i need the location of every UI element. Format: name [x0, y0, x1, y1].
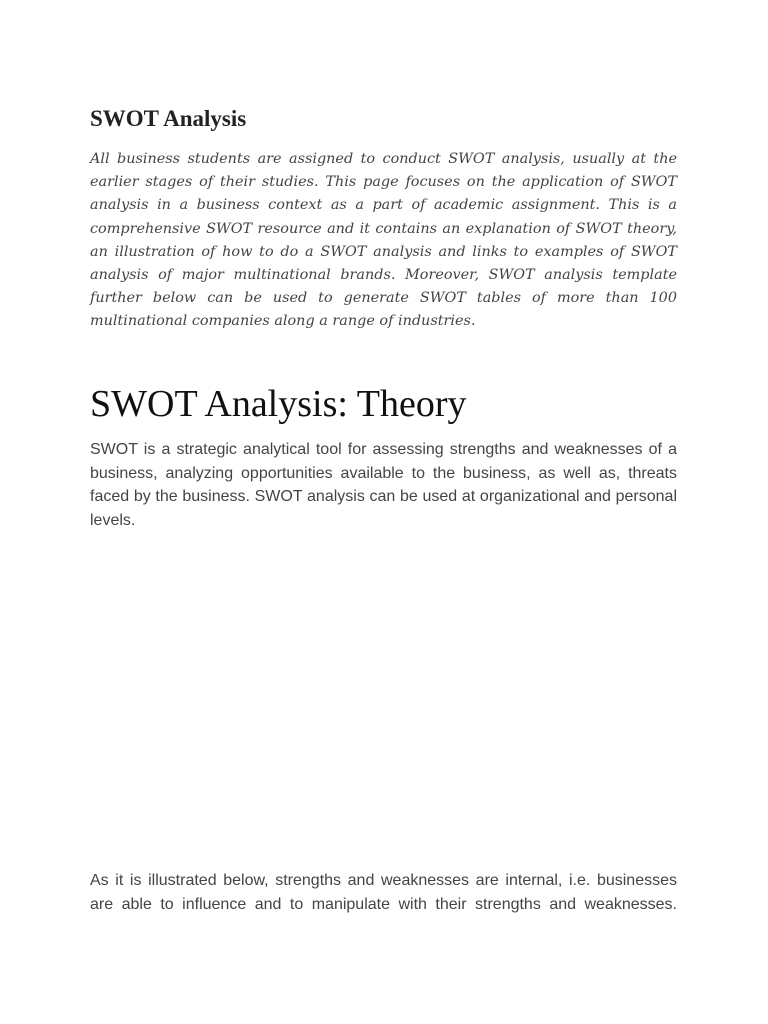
- section-heading: SWOT Analysis: [90, 106, 247, 131]
- illustrated-paragraph: As it is illustrated below, strengths and weaknesses are internal, i.e. businesses are able to influence and to manipulate with their strengths and weaknesses.: [90, 872, 677, 913]
- page-title: SWOT Analysis: Theory: [90, 383, 467, 425]
- intro-paragraph: All business students are assigned to conduct SWOT analysis, usually at the earlier stages of their studies. This page focuses on the application of SWOT analysis in a business context as a part of academic assignment. This is a comprehensive SWOT resource and it contains an explanation of SWOT theory, an illustration of how to do a SWOT analysis and links to examples of SWOT analysis of major multinational brands. Moreover, SWOT analysis template further below can be used to generate SWOT tables of more than 100 multinational companies along a range of industries.: [90, 151, 677, 330]
- theory-paragraph: SWOT is a strategic analytical tool for assessing strengths and weaknesses of a business, analyzing opportunities available to the business, as well as, threats faced by the business. SWOT analysis can be used at organizational and personal levels.: [90, 441, 677, 529]
